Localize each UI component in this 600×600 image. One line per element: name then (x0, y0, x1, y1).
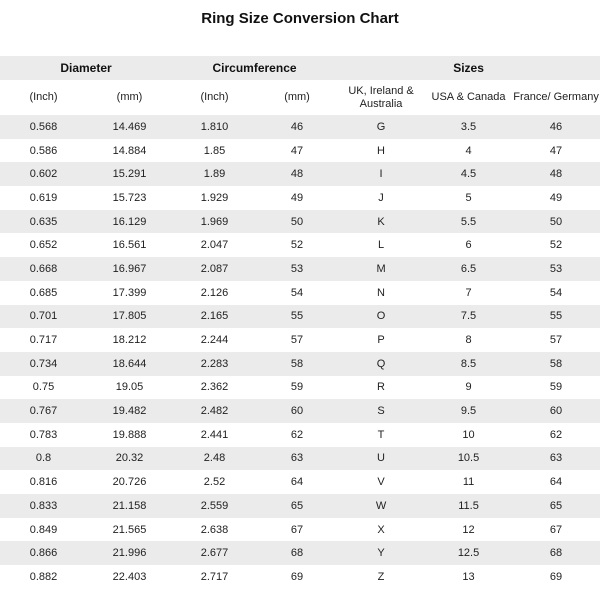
cell: 17.805 (112, 310, 147, 323)
cell: 68 (549, 547, 563, 560)
cell: 21.996 (112, 547, 147, 560)
cell: 1.85 (203, 144, 226, 157)
cell: 2.677 (200, 547, 229, 560)
cell: T (377, 428, 385, 441)
cell: 0.833 (29, 499, 58, 512)
cell: 50 (290, 215, 304, 228)
cell: 21.565 (112, 523, 147, 536)
cell: M (376, 262, 386, 275)
cell: 0.568 (29, 120, 58, 133)
cell: 12.5 (457, 547, 480, 560)
cell: 60 (290, 405, 304, 418)
cell: 14.469 (112, 120, 147, 133)
cell: 2.482 (200, 405, 229, 418)
table-row (0, 233, 600, 257)
cell: 69 (290, 570, 304, 583)
cell: 62 (549, 428, 563, 441)
column-header-uk-ireland-australia: UK, Ireland & Australia (337, 80, 425, 115)
cell: 1.810 (200, 120, 229, 133)
cell: 1.89 (203, 168, 226, 181)
cell: O (376, 310, 386, 323)
cell: H (377, 144, 385, 157)
cell: X (377, 523, 385, 536)
cell: 6 (465, 239, 472, 252)
table-row (0, 352, 600, 376)
table-row (0, 328, 600, 352)
cell: 55 (290, 310, 304, 323)
cell: 2.362 (200, 381, 229, 394)
cell: 2.087 (200, 262, 229, 275)
cell: 4 (465, 144, 472, 157)
cell: 48 (549, 168, 563, 181)
cell: 46 (549, 120, 563, 133)
table-header (0, 56, 600, 115)
cell: 18.212 (112, 334, 147, 347)
cell: 67 (549, 523, 563, 536)
cell: K (377, 215, 385, 228)
cell: 64 (290, 476, 304, 489)
cell: W (375, 499, 387, 512)
cell: 14.884 (112, 144, 147, 157)
table-body (0, 115, 600, 589)
cell: 15.291 (112, 168, 147, 181)
group-header-sizes: Sizes (337, 56, 600, 80)
cell: 53 (549, 262, 563, 275)
cell: 0.767 (29, 405, 58, 418)
cell: 7.5 (460, 310, 477, 323)
column-header-circumference-inch: (Inch) (172, 80, 257, 115)
cell: 50 (549, 215, 563, 228)
cell: P (377, 334, 385, 347)
group-header-circumference: Circumference (172, 56, 337, 80)
table-row (0, 115, 600, 139)
table-row (0, 305, 600, 329)
cell: 0.685 (29, 286, 58, 299)
cell: Z (377, 570, 385, 583)
cell: 0.652 (29, 239, 58, 252)
table-row (0, 565, 600, 589)
ring-size-conversion-table (0, 56, 600, 589)
cell: 2.441 (200, 428, 229, 441)
cell: 9.5 (460, 405, 477, 418)
table-row (0, 541, 600, 565)
cell: 69 (549, 570, 563, 583)
cell: 22.403 (112, 570, 147, 583)
cell: 5.5 (460, 215, 477, 228)
cell: 65 (549, 499, 563, 512)
cell: 20.726 (112, 476, 147, 489)
cell: 0.816 (29, 476, 58, 489)
cell: 0.866 (29, 547, 58, 560)
cell: 0.701 (29, 310, 58, 323)
cell: 68 (290, 547, 304, 560)
cell: 15.723 (112, 191, 147, 204)
group-header-row (0, 56, 600, 80)
table-row (0, 447, 600, 471)
column-header-diameter-mm: (mm) (87, 80, 172, 115)
cell: 49 (549, 191, 563, 204)
cell: 48 (290, 168, 304, 181)
column-header-diameter-inch: (Inch) (0, 80, 87, 115)
cell: 67 (290, 523, 304, 536)
cell: 2.52 (203, 476, 226, 489)
cell: 16.561 (112, 239, 147, 252)
table-row (0, 257, 600, 281)
column-header-circumference-mm: (mm) (257, 80, 337, 115)
cell: 59 (549, 381, 563, 394)
cell: 2.717 (200, 570, 229, 583)
cell: 13 (462, 570, 475, 583)
table-row (0, 399, 600, 423)
cell: 0.668 (29, 262, 58, 275)
cell: 19.05 (115, 381, 144, 394)
cell: 57 (549, 334, 563, 347)
cell: 46 (290, 120, 304, 133)
cell: Y (377, 547, 385, 560)
cell: 0.734 (29, 357, 58, 370)
cell: 60 (549, 405, 563, 418)
cell: 1.969 (200, 215, 229, 228)
cell: 0.75 (32, 381, 55, 394)
cell: L (377, 239, 385, 252)
cell: 2.283 (200, 357, 229, 370)
cell: 2.047 (200, 239, 229, 252)
cell: G (376, 120, 386, 133)
cell: 6.5 (460, 262, 477, 275)
page-title: Ring Size Conversion Chart (201, 10, 399, 27)
column-header-france-germany: France/ Germany (512, 80, 600, 115)
cell: 57 (290, 334, 304, 347)
cell: 58 (290, 357, 304, 370)
cell: 63 (290, 452, 304, 465)
cell: 16.129 (112, 215, 147, 228)
cell: 11 (462, 476, 475, 489)
cell: Q (376, 357, 386, 370)
cell: 65 (290, 499, 304, 512)
table-row (0, 376, 600, 400)
cell: 59 (290, 381, 304, 394)
cell: 20.32 (115, 452, 144, 465)
cell: 18.644 (112, 357, 147, 370)
cell: 19.482 (112, 405, 147, 418)
cell: 2.48 (203, 452, 226, 465)
cell: 0.849 (29, 523, 58, 536)
cell: 17.399 (112, 286, 147, 299)
table-row (0, 162, 600, 186)
table-row (0, 470, 600, 494)
table-row (0, 518, 600, 542)
cell: 52 (290, 239, 304, 252)
cell: 55 (549, 310, 563, 323)
cell: 54 (549, 286, 563, 299)
table-row (0, 423, 600, 447)
cell: 21.158 (112, 499, 147, 512)
table-row (0, 210, 600, 234)
cell: 11.5 (458, 499, 479, 512)
group-header-diameter: Diameter (0, 56, 172, 80)
cell: V (377, 476, 385, 489)
column-header-usa-canada: USA & Canada (425, 80, 512, 115)
cell: 0.882 (29, 570, 58, 583)
cell: 2.126 (200, 286, 229, 299)
cell: 53 (290, 262, 304, 275)
cell: 54 (290, 286, 304, 299)
cell: 47 (290, 144, 304, 157)
cell: 64 (549, 476, 563, 489)
cell: 9 (465, 381, 472, 394)
table-row (0, 494, 600, 518)
cell: 52 (549, 239, 563, 252)
table-row (0, 281, 600, 305)
cell: 2.244 (200, 334, 229, 347)
cell: 12 (462, 523, 475, 536)
cell: 2.165 (200, 310, 229, 323)
cell: 4.5 (460, 168, 477, 181)
cell: 0.8 (35, 452, 52, 465)
cell: 0.717 (29, 334, 58, 347)
cell: 10 (462, 428, 475, 441)
cell: 8.5 (460, 357, 477, 370)
cell: 0.586 (29, 144, 58, 157)
cell: 62 (290, 428, 304, 441)
cell: 19.888 (112, 428, 147, 441)
cell: N (377, 286, 385, 299)
cell: 3.5 (460, 120, 477, 133)
cell: R (377, 381, 385, 394)
table-row (0, 139, 600, 163)
cell: 16.967 (112, 262, 147, 275)
cell: 49 (290, 191, 304, 204)
cell: 0.783 (29, 428, 58, 441)
cell: 2.559 (200, 499, 229, 512)
cell: 7 (465, 286, 472, 299)
cell: 58 (549, 357, 563, 370)
cell: 0.619 (29, 191, 58, 204)
cell: U (377, 452, 385, 465)
table-row (0, 186, 600, 210)
cell: 2.638 (200, 523, 229, 536)
cell: 8 (465, 334, 472, 347)
cell: S (377, 405, 385, 418)
cell: 1.929 (200, 191, 229, 204)
cell: 63 (549, 452, 563, 465)
cell: 47 (549, 144, 563, 157)
cell: 0.602 (29, 168, 58, 181)
cell: I (379, 168, 383, 181)
cell: 10.5 (457, 452, 480, 465)
cell: 5 (465, 191, 472, 204)
column-header-row (0, 80, 600, 115)
cell: J (378, 191, 384, 204)
cell: 0.635 (29, 215, 58, 228)
